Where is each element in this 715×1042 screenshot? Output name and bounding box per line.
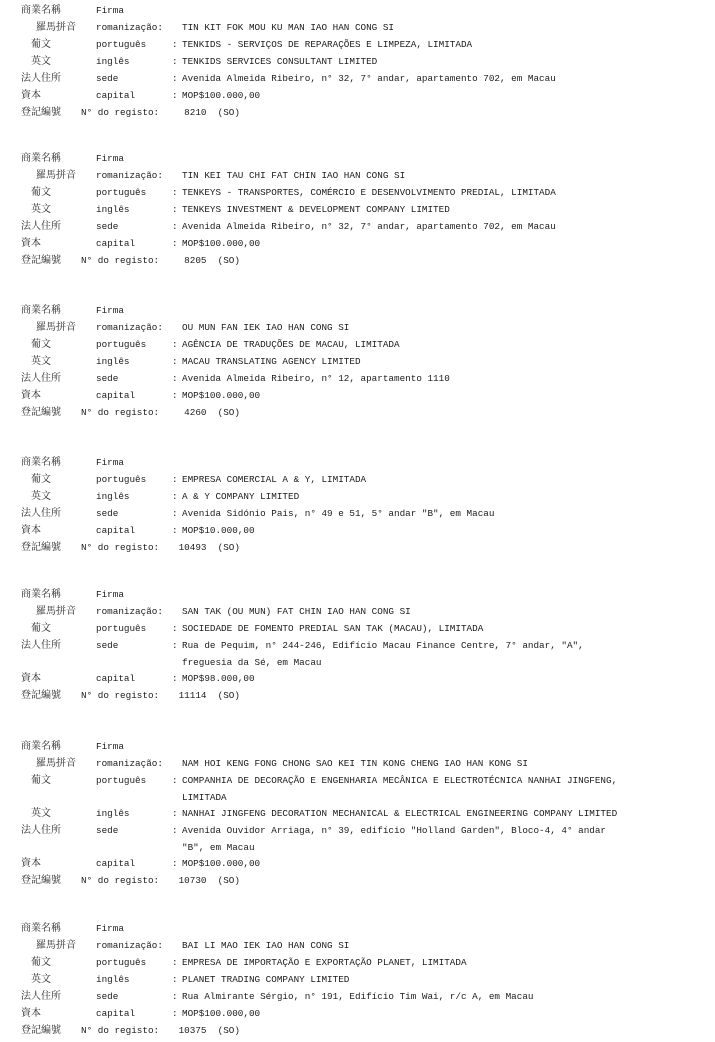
field-cjk-label: 羅馬拼音 (36, 606, 76, 617)
field-row (0, 19, 715, 36)
field-separator: : (172, 339, 178, 350)
field-cjk-label: 羅馬拼音 (36, 758, 76, 769)
field-row (0, 235, 715, 252)
field-label: sede (96, 508, 119, 519)
field-value: Avenida Almeida Ribeiro, n° 12, apartamento 1110 (182, 373, 450, 384)
field-label: capital (96, 238, 136, 249)
field-label: romanização: (96, 170, 163, 181)
field-row (0, 167, 715, 184)
registration-cjk-label: 登記編號 (21, 875, 61, 886)
registration-label: N° do registo: (81, 1025, 160, 1036)
field-row (0, 772, 715, 789)
field-row (0, 36, 715, 53)
field-value: NANHAI JINGFENG DECORATION MECHANICAL & ELECTRICAL ENGINEERING COMPANY LIMITED (182, 808, 618, 819)
firma-cjk-label: 商業名稱 (21, 589, 61, 600)
field-label: romanização: (96, 22, 163, 33)
field-row (0, 603, 715, 620)
registration-label: N° do registo: (81, 875, 160, 886)
field-value: freguesia da Sé, em Macau (182, 657, 322, 668)
field-cjk-label: 法人住所 (21, 373, 61, 384)
field-label: capital (96, 858, 136, 869)
field-row (0, 805, 715, 822)
field-row (0, 670, 715, 687)
field-value: SOCIEDADE DE FOMENTO PREDIAL SAN TAK (MACAU), LIMITADA (182, 623, 484, 634)
field-row-continuation (0, 789, 715, 805)
field-label: capital (96, 90, 136, 101)
field-value: MOP$100.000,00 (182, 390, 261, 401)
field-cjk-label: 法人住所 (21, 73, 61, 84)
field-cjk-label: 羅馬拼音 (36, 22, 76, 33)
field-label: sede (96, 73, 119, 84)
field-label: português (96, 623, 147, 634)
field-cjk-label: 羅馬拼音 (36, 322, 76, 333)
field-cjk-label: 法人住所 (21, 221, 61, 232)
registration-row (0, 872, 715, 889)
field-cjk-label: 羅馬拼音 (36, 940, 76, 951)
field-row (0, 971, 715, 988)
field-label: português (96, 957, 147, 968)
field-value: TENKIDS SERVICES CONSULTANT LIMITED (182, 56, 378, 67)
registration-label: N° do registo: (81, 255, 160, 266)
field-label: capital (96, 1008, 136, 1019)
registry-entry (0, 920, 715, 1039)
field-row (0, 822, 715, 839)
field-separator: : (172, 204, 178, 215)
registration-number: 8205 (SO) (173, 255, 240, 266)
firma-cjk-label: 商業名稱 (21, 153, 61, 164)
field-value: MOP$100.000,00 (182, 238, 261, 249)
field-cjk-label: 資本 (21, 673, 41, 684)
field-value: TENKEYS INVESTMENT & DEVELOPMENT COMPANY LIMITED (182, 204, 450, 215)
field-cjk-label: 羅馬拼音 (36, 170, 76, 181)
field-cjk-label: 葡文 (31, 39, 51, 50)
field-cjk-label: 資本 (21, 238, 41, 249)
field-value: MOP$100.000,00 (182, 858, 261, 869)
field-label: português (96, 39, 147, 50)
field-label: sede (96, 991, 119, 1002)
field-cjk-label: 英文 (31, 491, 51, 502)
field-separator: : (172, 957, 178, 968)
field-value: EMPRESA COMERCIAL A & Y, LIMITADA (182, 474, 367, 485)
field-row (0, 988, 715, 1005)
field-value: TENKEYS - TRANSPORTES, COMÉRCIO E DESENVOLVIMENTO PREDIAL, LIMITADA (182, 187, 556, 198)
field-cjk-label: 法人住所 (21, 991, 61, 1002)
field-separator: : (172, 90, 178, 101)
field-row (0, 218, 715, 235)
field-value: Avenida Almeida Ribeiro, n° 32, 7° andar, apartamento 702, em Macau (182, 221, 556, 232)
field-label: sede (96, 373, 119, 384)
registration-row (0, 404, 715, 421)
field-value: Avenida Almeida Ribeiro, n° 32, 7° andar, apartamento 702, em Macau (182, 73, 556, 84)
field-row (0, 353, 715, 370)
field-cjk-label: 葡文 (31, 623, 51, 634)
field-separator: : (172, 474, 178, 485)
field-separator: : (172, 640, 178, 651)
field-label: romanização: (96, 758, 163, 769)
field-separator: : (172, 390, 178, 401)
field-separator: : (172, 56, 178, 67)
field-label: romanização: (96, 606, 163, 617)
field-value: OU MUN FAN IEK IAO HAN CONG SI (182, 322, 350, 333)
field-cjk-label: 資本 (21, 1008, 41, 1019)
field-value: Rua de Pequim, n° 244-246, Edifício Macau Finance Centre, 7° andar, "A", (182, 640, 584, 651)
field-row (0, 70, 715, 87)
field-cjk-label: 英文 (31, 974, 51, 985)
field-cjk-label: 資本 (21, 390, 41, 401)
field-label: sede (96, 221, 119, 232)
firma-label: Firma (96, 153, 124, 164)
field-row (0, 471, 715, 488)
registration-number: 10375 (SO) (173, 1025, 240, 1036)
field-value: TENKIDS - SERVIÇOS DE REPARAÇÕES E LIMPEZA, LIMITADA (182, 39, 473, 50)
field-label: português (96, 775, 147, 786)
field-row (0, 370, 715, 387)
field-label: português (96, 474, 147, 485)
field-row (0, 488, 715, 505)
field-cjk-label: 英文 (31, 808, 51, 819)
field-value: NAM HOI KENG FONG CHONG SAO KEI TIN KONG CHENG IAO HAN KONG SI (182, 758, 528, 769)
field-cjk-label: 法人住所 (21, 640, 61, 651)
firma-cjk-label: 商業名稱 (21, 457, 61, 468)
field-row (0, 954, 715, 971)
field-row (0, 319, 715, 336)
field-value: COMPANHIA DE DECORAÇÃO E ENGENHARIA MECÂNICA E ELECTROTÉCNICA NANHAI JINGFENG, (182, 775, 618, 786)
registration-cjk-label: 登記編號 (21, 690, 61, 701)
registration-number: 8210 (SO) (173, 107, 240, 118)
firma-label: Firma (96, 305, 124, 316)
field-cjk-label: 葡文 (31, 775, 51, 786)
field-label: romanização: (96, 322, 163, 333)
firma-cjk-label: 商業名稱 (21, 5, 61, 16)
registration-row (0, 1022, 715, 1039)
firma-label: Firma (96, 923, 124, 934)
registration-row (0, 252, 715, 269)
field-row (0, 87, 715, 104)
field-label: inglês (96, 808, 130, 819)
field-value: TIN KIT FOK MOU KU MAN IAO HAN CONG SI (182, 22, 395, 33)
field-row (0, 620, 715, 637)
field-label: inglês (96, 56, 130, 67)
field-separator: : (172, 39, 178, 50)
firma-cjk-label: 商業名稱 (21, 741, 61, 752)
field-value: "B", em Macau (182, 842, 255, 853)
field-value: Avenida Ouvidor Arriaga, n° 39, edifício "Holland Garden", Bloco-4, 4° andar (182, 825, 607, 836)
field-separator: : (172, 525, 178, 536)
field-value: SAN TAK (OU MUN) FAT CHIN IAO HAN CONG SI (182, 606, 411, 617)
field-cjk-label: 英文 (31, 204, 51, 215)
firma-row (0, 586, 715, 603)
field-label: sede (96, 640, 119, 651)
registration-label: N° do registo: (81, 542, 160, 553)
registration-row (0, 104, 715, 121)
field-value: Rua Almirante Sérgio, n° 191, Edifício Tim Wai, r/c A, em Macau (182, 991, 534, 1002)
registration-cjk-label: 登記編號 (21, 1025, 61, 1036)
field-row (0, 522, 715, 539)
firma-row (0, 302, 715, 319)
registry-entry (0, 302, 715, 421)
field-cjk-label: 法人住所 (21, 508, 61, 519)
field-value: AGÊNCIA DE TRADUÇÕES DE MACAU, LIMITADA (182, 339, 400, 350)
field-separator: : (172, 808, 178, 819)
field-separator: : (172, 356, 178, 367)
field-separator: : (172, 623, 178, 634)
field-separator: : (172, 491, 178, 502)
registry-entry (0, 586, 715, 704)
field-separator: : (172, 858, 178, 869)
registry-entry (0, 454, 715, 556)
field-label: capital (96, 673, 136, 684)
field-value: MOP$100.000,00 (182, 90, 261, 101)
field-label: capital (96, 525, 136, 536)
firma-label: Firma (96, 589, 124, 600)
field-separator: : (172, 825, 178, 836)
field-row (0, 387, 715, 404)
registry-entry (0, 2, 715, 121)
registration-cjk-label: 登記編號 (21, 107, 61, 118)
registration-label: N° do registo: (81, 407, 160, 418)
field-row (0, 937, 715, 954)
field-row (0, 53, 715, 70)
registration-number: 11114 (SO) (173, 690, 240, 701)
field-label: português (96, 187, 147, 198)
field-label: romanização: (96, 940, 163, 951)
registration-label: N° do registo: (81, 690, 160, 701)
field-separator: : (172, 991, 178, 1002)
field-row (0, 637, 715, 654)
field-separator: : (172, 73, 178, 84)
firma-label: Firma (96, 5, 124, 16)
field-value: TIN KEI TAU CHI FAT CHIN IAO HAN CONG SI (182, 170, 406, 181)
firma-row (0, 2, 715, 19)
field-cjk-label: 資本 (21, 858, 41, 869)
field-label: inglês (96, 974, 130, 985)
field-row (0, 184, 715, 201)
registration-row (0, 539, 715, 556)
field-value: MACAU TRANSLATING AGENCY LIMITED (182, 356, 361, 367)
field-separator: : (172, 775, 178, 786)
registration-cjk-label: 登記編號 (21, 255, 61, 266)
field-cjk-label: 葡文 (31, 187, 51, 198)
field-separator: : (172, 238, 178, 249)
field-cjk-label: 葡文 (31, 957, 51, 968)
registry-entry (0, 738, 715, 889)
firma-row (0, 150, 715, 167)
field-label: inglês (96, 356, 130, 367)
field-separator: : (172, 221, 178, 232)
registration-label: N° do registo: (81, 107, 160, 118)
field-separator: : (172, 508, 178, 519)
registration-cjk-label: 登記編號 (21, 407, 61, 418)
field-label: sede (96, 825, 119, 836)
field-cjk-label: 資本 (21, 525, 41, 536)
field-row (0, 855, 715, 872)
registration-cjk-label: 登記編號 (21, 542, 61, 553)
field-cjk-label: 法人住所 (21, 825, 61, 836)
firma-row (0, 920, 715, 937)
field-cjk-label: 葡文 (31, 339, 51, 350)
registration-row (0, 687, 715, 704)
field-row (0, 1005, 715, 1022)
field-row (0, 505, 715, 522)
field-value: BAI LI MAO IEK IAO HAN CONG SI (182, 940, 350, 951)
field-label: capital (96, 390, 136, 401)
field-value: MOP$10.000,00 (182, 525, 255, 536)
field-value: MOP$100.000,00 (182, 1008, 261, 1019)
field-row-continuation (0, 654, 715, 670)
field-value: Avenida Sidónio Pais, n° 49 e 51, 5° andar "B", em Macau (182, 508, 495, 519)
field-cjk-label: 資本 (21, 90, 41, 101)
firma-cjk-label: 商業名稱 (21, 305, 61, 316)
registration-number: 4260 (SO) (173, 407, 240, 418)
field-label: português (96, 339, 147, 350)
firma-row (0, 738, 715, 755)
field-separator: : (172, 673, 178, 684)
firma-label: Firma (96, 457, 124, 468)
field-value: A & Y COMPANY LIMITED (182, 491, 300, 502)
field-separator: : (172, 1008, 178, 1019)
registration-number: 10493 (SO) (173, 542, 240, 553)
field-separator: : (172, 373, 178, 384)
field-row-continuation (0, 839, 715, 855)
field-value: EMPRESA DE IMPORTAÇÃO E EXPORTAÇÃO PLANET, LIMITADA (182, 957, 467, 968)
field-value: LIMITADA (182, 792, 227, 803)
field-cjk-label: 英文 (31, 56, 51, 67)
registration-number: 10730 (SO) (173, 875, 240, 886)
firma-row (0, 454, 715, 471)
firma-label: Firma (96, 741, 124, 752)
field-separator: : (172, 974, 178, 985)
firma-cjk-label: 商業名稱 (21, 923, 61, 934)
registry-entry (0, 150, 715, 269)
field-row (0, 336, 715, 353)
field-label: inglês (96, 204, 130, 215)
field-label: inglês (96, 491, 130, 502)
field-row (0, 755, 715, 772)
field-value: PLANET TRADING COMPANY LIMITED (182, 974, 350, 985)
field-row (0, 201, 715, 218)
field-cjk-label: 葡文 (31, 474, 51, 485)
field-cjk-label: 英文 (31, 356, 51, 367)
field-value: MOP$98.000,00 (182, 673, 255, 684)
field-separator: : (172, 187, 178, 198)
